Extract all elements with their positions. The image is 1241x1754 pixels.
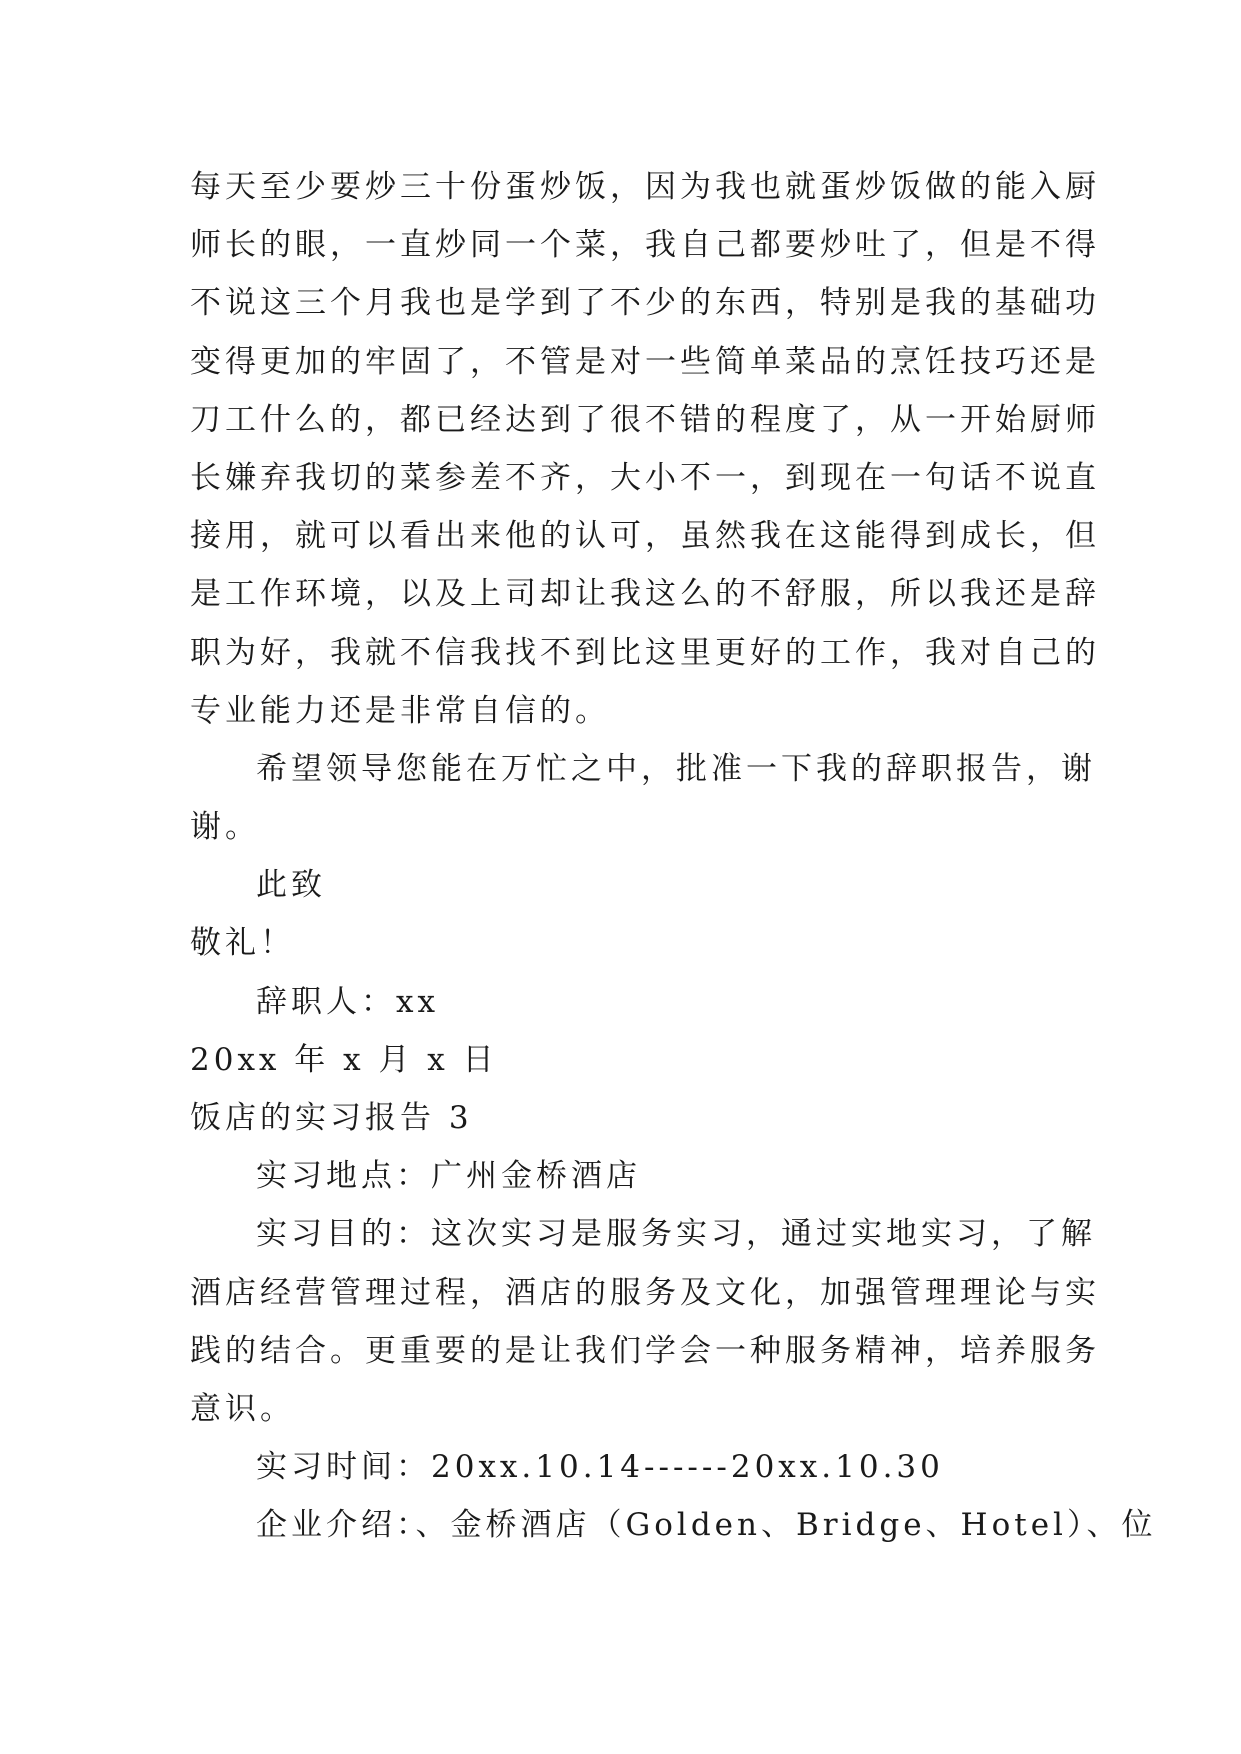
text-line: 谢。 <box>190 809 260 846</box>
text-line: 实习目的：这次实习是服务实习，通过实地实习，了解 <box>256 1216 1096 1253</box>
text-line: 实习地点：广州金桥酒店 <box>256 1158 641 1195</box>
signature-line: 辞职人：xx <box>256 983 439 1020</box>
text-line: 是工作环境，以及上司却让我这么的不舒服，所以我还是辞 <box>190 576 1100 613</box>
text-line: 酒店经营管理过程，酒店的服务及文化，加强管理理论与实 <box>190 1274 1100 1311</box>
text-line: 变得更加的牢固了，不管是对一些简单菜品的烹饪技巧还是 <box>190 343 1100 380</box>
section-title: 饭店的实习报告 3 <box>190 1100 473 1136</box>
salutation-line: 敬礼！ <box>190 925 295 962</box>
text-line: 接用，就可以看出来他的认可，虽然我在这能得到成长，但 <box>190 518 1100 555</box>
text-line: 长嫌弃我切的菜参差不齐，大小不一，到现在一句话不说直 <box>190 459 1100 496</box>
document-body <box>190 158 1157 1555</box>
text-line: 刀工什么的，都已经达到了很不错的程度了，从一开始厨师 <box>190 401 1100 438</box>
date-line: 20xx 年 x 月 x 日 <box>190 1041 498 1078</box>
text-line: 职为好，我就不信我找不到比这里更好的工作，我对自己的 <box>190 634 1100 671</box>
text-line: 企业介绍：、金桥酒店（Golden、Bridge、Hotel）、位 <box>256 1507 1157 1544</box>
text-line: 希望领导您能在万忙之中，批准一下我的辞职报告，谢 <box>256 750 1096 787</box>
text-line: 专业能力还是非常自信的。 <box>190 692 610 729</box>
text-line: 实习时间：20xx.10.14------20xx.10.30 <box>256 1449 944 1486</box>
text-line: 不说这三个月我也是学到了不少的东西，特别是我的基础功 <box>190 285 1100 322</box>
text-line: 践的结合。更重要的是让我们学会一种服务精神，培养服务 <box>190 1332 1100 1369</box>
salutation-line: 此致 <box>256 867 326 904</box>
text-line: 每天至少要炒三十份蛋炒饭，因为我也就蛋炒饭做的能入厨 <box>190 169 1100 205</box>
text-line: 意识。 <box>190 1390 295 1427</box>
text-line: 师长的眼，一直炒同一个菜，我自己都要炒吐了，但是不得 <box>190 227 1100 264</box>
